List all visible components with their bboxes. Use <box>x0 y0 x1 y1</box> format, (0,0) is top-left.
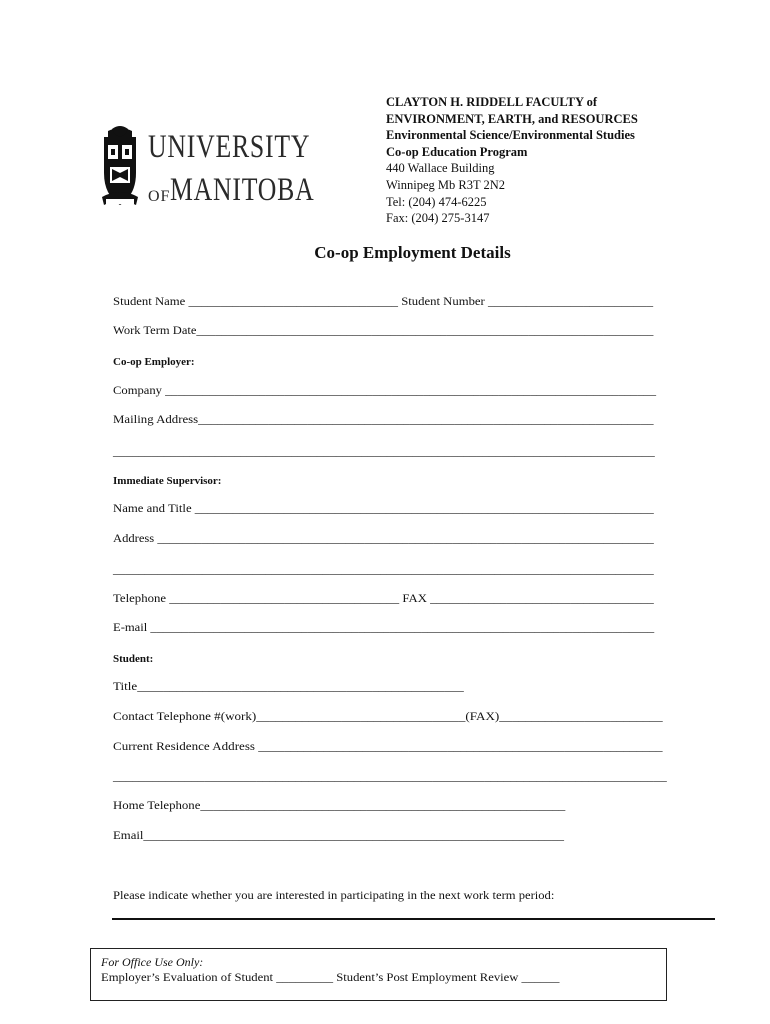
supervisor-section-heading: Immediate Supervisor: <box>113 475 222 487</box>
wordmark-manitoba: MANITOBA <box>170 172 315 208</box>
divider <box>112 918 715 920</box>
header-line: Winnipeg Mb R3T 2N2 <box>386 177 506 192</box>
residence-address-continued-field[interactable]: _____________________________________________________________________________________ <box>113 771 667 783</box>
wordmark-university: UNIVERSITY <box>148 129 311 165</box>
interest-question: Please indicate whether you are interested in participating in the next work term period: <box>113 890 555 902</box>
student-section-heading: Student: <box>113 653 154 665</box>
header-line: ENVIRONMENT, EARTH, and RESOURCES <box>386 111 638 126</box>
office-use-line[interactable]: Employer’s Evaluation of Student _________ Student’s Post Employment Review ______ <box>101 970 560 984</box>
work-term-date-field[interactable]: Work Term Date_________________________________________________________________________ <box>113 325 654 337</box>
supervisor-email-field[interactable]: E-mail ________________________________________________________________________________ <box>113 622 655 634</box>
header-line: 440 Wallace Building <box>386 161 495 176</box>
residence-address-field[interactable]: Current Residence Address ______________________________________________________________ <box>113 741 663 753</box>
header-line: Tel: (204) 474-6225 <box>386 194 487 209</box>
mailing-address-field[interactable]: Mailing Address_______________________________________________________________________ <box>113 414 654 426</box>
company-field[interactable]: Company ______________________________________________________________________________ <box>113 385 657 397</box>
header-line: CLAYTON H. RIDDELL FACULTY of <box>386 95 598 109</box>
mailing-address-continued-field[interactable]: _____________________________________________________________________________________ <box>113 446 655 458</box>
student-email-field[interactable]: Email__________________________________________________________________ <box>113 830 564 842</box>
employer-section-heading: Co-op Employer: <box>113 356 195 368</box>
supervisor-address-field[interactable]: Address _______________________________________________________________________________ <box>113 533 654 545</box>
supervisor-telephone-fax-field[interactable]: Telephone ____________________________________ FAX ___________________________________ <box>113 593 654 605</box>
header-line: Environmental Science/Environmental Studies <box>386 128 635 143</box>
page-title: Co-op Employment Details <box>314 243 511 262</box>
office-use-box <box>90 948 667 1001</box>
wordmark-of: OF <box>148 188 171 205</box>
student-name-field[interactable]: Student Name _________________________________ Student Number __________________________ <box>113 296 654 308</box>
faculty-header <box>386 94 638 227</box>
home-telephone-field[interactable]: Home Telephone_________________________________________________________ <box>113 800 566 812</box>
supervisor-address-continued-field[interactable]: _____________________________________________________________________________________ <box>113 564 654 576</box>
student-title-field[interactable]: Title__________________________________________________ <box>113 681 464 693</box>
contact-telephone-field[interactable]: Contact Telephone #(work)________________________________(FAX)_________________________ <box>113 711 663 723</box>
office-use-heading: For Office Use Only: <box>101 955 204 969</box>
header-line: Co-op Education Program <box>386 144 528 159</box>
header-line: Fax: (204) 275-3147 <box>386 211 490 226</box>
university-crest-icon <box>100 125 140 213</box>
university-logo <box>100 125 315 215</box>
name-and-title-field[interactable]: Name and Title ________________________________________________________________________ <box>113 503 654 515</box>
